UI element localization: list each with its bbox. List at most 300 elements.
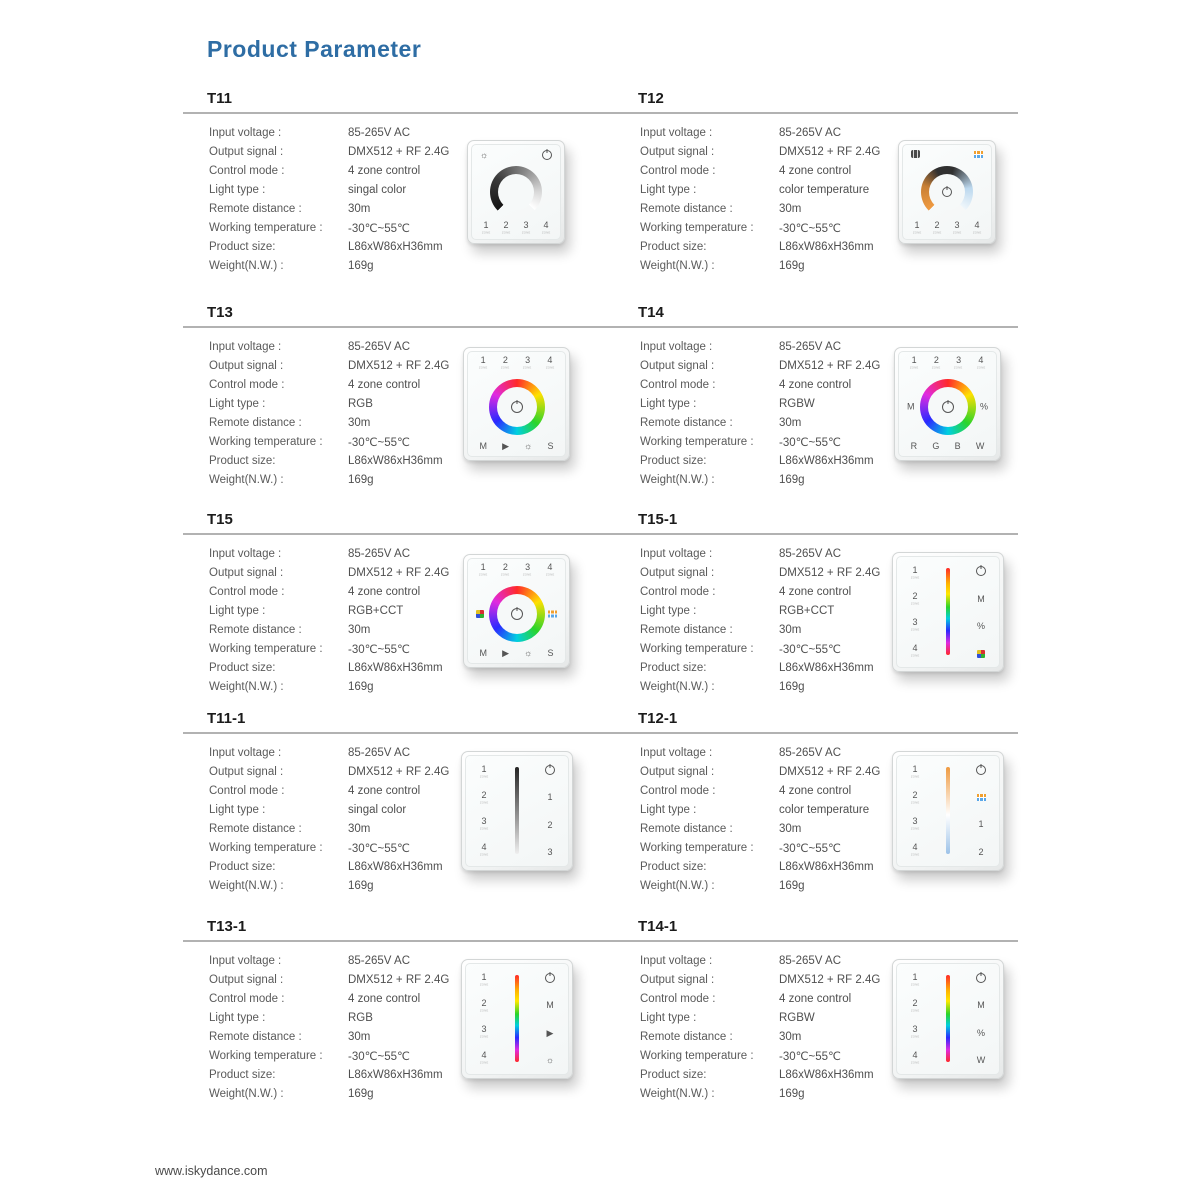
key-1 [477,563,489,577]
key-label: 2 [481,790,487,800]
key-4 [909,644,921,658]
key-3 [478,1025,490,1039]
spec-value: 30m [779,623,802,636]
key-sub-label: ZONE [501,572,510,577]
spec-row [640,375,880,394]
spec-value: 30m [348,623,371,636]
spec-value: 85-265V AC [348,746,411,759]
key-label: 3 [912,617,918,627]
key-sub-label: ZONE [478,572,488,577]
spec-row [640,180,880,199]
spec-value: 85-265V AC [779,126,842,139]
spec-label: Weight(N.W.) : [209,879,284,892]
spec-row [640,161,880,180]
spec-value: -30℃~55℃ [348,643,410,656]
panel-key-row [907,221,987,235]
key-sub-label: ZONE [541,230,551,235]
cct-grid-icon [977,794,986,801]
dial-center [929,174,965,210]
spec-row [640,1084,880,1103]
spec-row [640,989,880,1008]
section-title: T12 [638,90,664,107]
key-label: 2 [502,355,508,365]
power-icon [511,401,523,413]
spec-label: Weight(N.W.) : [640,259,715,272]
power-icon [976,765,986,775]
spec-row [640,1046,880,1065]
spec-row [640,800,880,819]
spec-label: Output signal : [209,145,284,158]
spec-value: -30℃~55℃ [779,842,841,855]
spec-label: Light type : [640,1011,697,1024]
spec-row [640,658,880,677]
key-label: G [932,441,940,451]
spec-value: 169g [779,1087,805,1100]
spec-label: Input voltage : [209,340,282,353]
spec-label: Product size: [209,240,276,253]
spec-value: 85-265V AC [348,340,411,353]
spec-value: DMX512 + RF 2.4G [348,765,450,778]
spec-label: Input voltage : [640,547,713,560]
key-3 [520,221,532,235]
product-section-T14 [614,302,1045,506]
section-title: T11 [207,90,233,107]
key-label: 3 [481,1024,487,1034]
spec-row [209,639,449,658]
spec-label: Weight(N.W.) : [209,680,284,693]
key-4 [540,221,552,235]
key-sub-label: ZONE [545,572,555,577]
spec-row [640,394,880,413]
spec-row [640,582,880,601]
spec-label: Remote distance : [209,1030,302,1043]
spec-row [640,857,880,876]
spec-value: DMX512 + RF 2.4G [348,973,450,986]
spec-list [640,951,880,1103]
spec-label: Control mode : [209,164,285,177]
spec-row [640,970,880,989]
spec-value: L86xW86xH36mm [779,661,874,674]
key-M [480,649,488,658]
spec-row [209,781,449,800]
panel-key-row [476,221,556,235]
spec-label: Light type : [209,1011,266,1024]
key-label: 4 [481,842,487,852]
spec-label: Light type : [209,604,266,617]
panel-key-row [906,765,924,857]
key-3 [909,817,921,831]
spec-label: Remote distance : [209,202,302,215]
spec-row [209,563,449,582]
spec-row [209,123,449,142]
key-1 [909,973,921,987]
spec-value: DMX512 + RF 2.4G [779,145,881,158]
key-3 [909,1025,921,1039]
spec-row [640,218,880,237]
product-photo-T12 [898,140,996,244]
brightness-icon: ☼ [545,1054,555,1065]
rgb-color-wheel [920,379,976,435]
spec-value: 30m [779,202,802,215]
product-section-T13-1 [183,916,614,1120]
key-sub-label: ZONE [910,774,920,779]
spec-label: Weight(N.W.) : [640,879,715,892]
key-sub-label: ZONE [479,852,489,857]
key-label: 4 [912,1050,918,1060]
key-1 [478,765,490,779]
key-1 [547,793,552,802]
key-2 [499,563,511,577]
spec-row [640,432,880,451]
key-label: 1 [912,764,918,774]
spec-row [640,838,880,857]
key-label: 2 [481,998,487,1008]
spec-row [209,470,449,489]
spec-label: Output signal : [209,359,284,372]
key-label: 3 [547,846,553,857]
product-photo-T11-1 [461,751,573,871]
key-4 [478,843,490,857]
spec-label: Light type : [209,183,266,196]
key-sub-label: ZONE [954,365,963,370]
panel-key-row [472,442,561,451]
key-sub-label: ZONE [932,365,941,370]
rainbow-touch-slider [946,568,950,655]
spec-row [209,989,449,1008]
key-sub-label: ZONE [972,230,982,235]
spec-value: 169g [348,879,374,892]
panel-key-row [907,403,915,412]
key-sub-label: ZONE [523,365,532,370]
spec-row [640,762,880,781]
key-4 [544,356,556,370]
key-B [955,442,961,451]
panel-key-row [541,765,559,857]
spec-row [209,658,449,677]
spec-value: -30℃~55℃ [779,643,841,656]
product-section-T15-1 [614,509,1045,713]
key-label: 1 [912,972,918,982]
spec-row [209,1046,449,1065]
spec-label: Input voltage : [209,126,282,139]
key-label: 3 [912,816,918,826]
key-label: 2 [978,847,984,857]
key-1 [908,356,920,370]
spec-row [640,781,880,800]
key-label: S [547,648,554,658]
key-label: 2 [547,819,553,830]
spec-value: color temperature [779,183,870,196]
key-4 [478,1051,490,1065]
spec-row [209,544,449,563]
spec-value: 4 zone control [779,585,852,598]
key-1 [911,221,923,235]
panel-key-row [903,442,992,451]
key-label: 4 [974,220,980,230]
power-icon [542,150,552,160]
product-photo-T15-1 [892,552,1004,672]
cct-dial-ring [921,166,973,218]
spec-row [209,857,449,876]
panel-key-row [906,973,924,1065]
key-label: B [954,441,961,451]
spec-row [209,256,449,275]
spec-label: Product size: [640,454,707,467]
panel-key-row [972,566,990,658]
spec-label: Light type : [640,397,697,410]
speed-icon [502,442,509,451]
key-label: M [977,593,985,604]
spec-label: Input voltage : [640,126,713,139]
spec-value: L86xW86xH36mm [779,454,874,467]
spec-list [640,743,880,895]
key-label: M [479,648,488,658]
spec-row [640,337,880,356]
spec-label: Remote distance : [640,1030,733,1043]
spec-label: Working temperature : [640,221,754,234]
key-M [977,1001,985,1010]
spec-label: Output signal : [640,359,715,372]
panel-key-row [548,611,557,618]
spec-value: DMX512 + RF 2.4G [779,359,881,372]
spec-value: 85-265V AC [348,954,411,967]
spec-label: Product size: [640,240,707,253]
spec-label: Working temperature : [209,642,323,655]
spec-value: 4 zone control [348,992,421,1005]
spec-label: Control mode : [640,164,716,177]
key-label: M [907,401,915,412]
spec-row [640,743,880,762]
speed-icon [547,1029,554,1038]
speed-icon: ▶ [546,1027,554,1038]
section-title: T14-1 [638,918,678,935]
dial-center [497,387,537,427]
power-icon [942,187,952,197]
key-label: 3 [956,355,962,365]
percent-icon [977,622,985,631]
key-label: M [546,1000,554,1011]
panel-face [467,558,566,664]
spec-label: Input voltage : [640,340,713,353]
product-section-T14-1 [614,916,1045,1120]
spec-label: Output signal : [640,765,715,778]
percent-icon [980,403,988,412]
spec-label: Input voltage : [209,954,282,967]
key-label: 3 [954,220,960,230]
spec-label: Product size: [209,860,276,873]
key-label: 3 [525,355,531,365]
power-icon [545,973,555,983]
panel-key-row [972,765,990,857]
panel-key-row [541,973,559,1065]
panel-face [465,963,569,1075]
rgb-grid-icon [476,610,484,618]
key-2 [909,592,921,606]
panel-key-row [903,356,992,370]
key-sub-label: ZONE [545,365,555,370]
spec-label: Working temperature : [209,1049,323,1062]
key-label: 4 [912,643,918,653]
spec-value: 4 zone control [348,378,421,391]
key-2 [909,999,921,1013]
power-icon [545,765,555,775]
speed-icon: ▶ [502,648,510,658]
spec-value: 85-265V AC [348,126,411,139]
spec-value: L86xW86xH36mm [348,860,443,873]
key-sub-label: ZONE [912,230,922,235]
brightness-icon [524,649,532,658]
power-icon [545,765,555,775]
key-label: 1 [481,764,487,774]
spec-value: L86xW86xH36mm [779,1068,874,1081]
panel-face [896,963,1000,1075]
spec-label: Output signal : [209,973,284,986]
key-label: 4 [481,1050,487,1060]
key-sub-label: ZONE [909,365,919,370]
key-sub-label: ZONE [910,1034,920,1039]
dimmer-icon [480,151,488,160]
key-label: 4 [978,355,984,365]
key-label: 1 [911,355,917,365]
spec-value: 30m [348,202,371,215]
product-section-T13 [183,302,614,506]
panel-key-row [475,765,493,857]
spec-label: Weight(N.W.) : [209,473,284,486]
spec-label: Product size: [209,661,276,674]
spec-label: Input voltage : [209,547,282,560]
spec-row [209,838,449,857]
key-2 [500,221,512,235]
key-2 [978,848,983,857]
key-3 [521,356,533,370]
brightness-icon [524,442,532,451]
percent-icon [977,1029,985,1038]
panel-face [471,144,561,240]
spec-label: Weight(N.W.) : [209,1087,284,1100]
speed-icon [502,649,509,658]
power-icon [976,566,986,576]
section-title: T14 [638,304,664,321]
key-R [911,442,918,451]
spec-row [209,876,449,895]
spec-list [209,743,449,895]
key-sub-label: ZONE [479,774,489,779]
spec-value: -30℃~55℃ [779,222,841,235]
key-3 [547,848,552,857]
spec-row [640,601,880,620]
spec-row [640,819,880,838]
spec-label: Light type : [209,803,266,816]
panel-key-row [911,150,983,158]
key-label: 2 [912,790,918,800]
spec-label: Remote distance : [209,416,302,429]
spec-label: Remote distance : [209,623,302,636]
spec-value: 30m [348,822,371,835]
panel-face [467,351,566,457]
section-title: T12-1 [638,710,678,727]
power-icon [942,401,954,413]
key-sub-label: ZONE [523,572,532,577]
spec-label: Control mode : [640,992,716,1005]
spec-row [209,337,449,356]
key-label: 2 [502,562,508,572]
key-sub-label: ZONE [976,365,986,370]
key-label: 2 [934,220,940,230]
spec-label: Weight(N.W.) : [640,473,715,486]
product-photo-T13 [463,347,570,461]
spec-value: DMX512 + RF 2.4G [779,973,881,986]
spec-value: DMX512 + RF 2.4G [779,765,881,778]
product-section-T12 [614,88,1045,292]
key-4 [975,356,987,370]
spec-value: DMX512 + RF 2.4G [348,566,450,579]
key-2 [499,356,511,370]
spec-row [209,180,449,199]
key-G [932,442,939,451]
product-photo-T12-1 [892,751,1004,871]
spec-label: Remote distance : [209,822,302,835]
dimmer-icon: ☼ [480,149,489,160]
spec-value: RGB [348,397,373,410]
key-label: 2 [912,998,918,1008]
rainbow-touch-slider [946,975,950,1062]
spec-row [209,620,449,639]
spec-label: Remote distance : [640,202,733,215]
spec-label: Product size: [640,661,707,674]
key-label: 1 [547,792,553,803]
power-icon [545,973,555,983]
spec-label: Output signal : [640,973,715,986]
key-sub-label: ZONE [910,575,920,580]
key-label: 2 [912,591,918,601]
spec-label: Remote distance : [640,416,733,429]
spec-row [209,800,449,819]
spec-value: -30℃~55℃ [348,1050,410,1063]
speed-icon: ▶ [502,441,510,451]
spec-row [209,1084,449,1103]
key-M [546,1001,554,1010]
key-sub-label: ZONE [479,1060,489,1065]
key-2 [478,791,490,805]
key-2 [931,221,943,235]
spec-row [209,951,449,970]
key-3 [521,563,533,577]
key-S [547,442,553,451]
spec-row [209,218,449,237]
panel-key-row [906,566,924,658]
panel-face [896,755,1000,867]
key-label: 3 [912,1024,918,1034]
key-label: 4 [543,220,549,230]
spec-label: Input voltage : [640,746,713,759]
spec-value: 85-265V AC [779,547,842,560]
key-W [976,442,985,451]
rgb-color-wheel [489,379,545,435]
key-sub-label: ZONE [501,365,510,370]
spec-row [640,256,880,275]
cct-grid-icon [548,611,557,618]
spec-row [640,620,880,639]
key-3 [909,618,921,632]
section-title: T15-1 [638,511,678,528]
spec-label: Control mode : [209,378,285,391]
spec-label: Light type : [640,604,697,617]
spec-label: Control mode : [209,992,285,1005]
spec-value: L86xW86xH36mm [348,454,443,467]
spec-label: Light type : [640,183,697,196]
spec-row [209,762,449,781]
key-sub-label: ZONE [932,230,942,235]
